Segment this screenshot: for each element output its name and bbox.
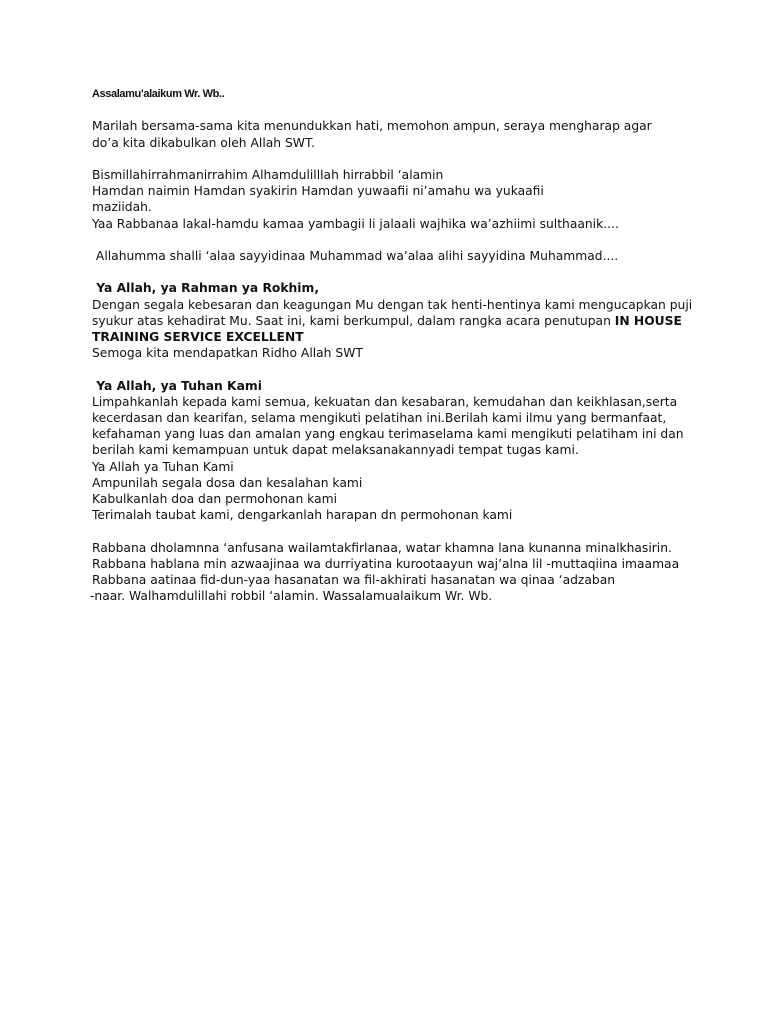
prayer-body-line: kecerdasan dan kearifan, selama mengikuti pelatihan ini.Berilah kami ilmu yang bermanfaat, xyxy=(92,410,667,425)
closing-doa-line: Rabbana aatinaa fid-dun-yaa hasanatan wa fil-akhirati hasanatan wa qinaa ‘adzaban xyxy=(92,573,616,587)
maziidah-line: maziidah. xyxy=(92,200,152,215)
opening-line-1: Marilah bersama-sama kita menundukkan hati, memohon ampun, seraya mengharap agar xyxy=(92,119,652,134)
closing-doa-line: Rabbana dholamnna ‘anfusana wailamtakfirlanaa, watar khamna lana kunanna minalkhasirin. xyxy=(92,540,672,555)
prayer-body-line: kefahaman yang luas dan amalan yang engkau terimaselama kami mengikuti pelatiham ini dan xyxy=(92,427,684,442)
event-name-part-2: TRAINING SERVICE EXCELLENT xyxy=(92,329,304,344)
prayer-body-line: Limpahkanlah kepada kami semua, kekuatan dan kesabaran, kemudahan dan keikhlasan,serta xyxy=(92,394,678,409)
prayer-body-line: Terimalah taubat kami, dengarkanlah harapan dn permohonan kami xyxy=(92,508,513,523)
prayer-body-line: Kabulkanlah doa dan permohonan kami xyxy=(92,492,338,506)
paragraph-gap xyxy=(92,523,692,539)
rabbanaa-line: Yaa Rabbanaa lakal-hamdu kamaa yambagii li jalaali wajhika wa’azhiimi sulthaanik.... xyxy=(92,216,619,231)
prayer-line-2-text: syukur atas kehadirat Mu. Saat ini, kami berkumpul, dalam rangka acara penutupan xyxy=(92,313,615,328)
paragraph-gap xyxy=(92,151,692,167)
shalawat-line: Allahumma shalli ‘alaa sayyidinaa Muhammad wa’alaa alihi sayyidina Muhammad.... xyxy=(92,248,619,263)
prayer-body-line: Ya Allah ya Tuhan Kami xyxy=(92,459,234,474)
prayer-line-1: Dengan segala kebesaran dan keagungan Mu dengan tak henti-hentinya kami mengucapkan puji xyxy=(92,297,693,312)
paragraph-gap xyxy=(92,361,692,377)
document-body xyxy=(92,86,692,604)
closing-doa-line: -naar. Walhamdulillahi robbil ‘alamin. Wassalamualaikum Wr. Wb. xyxy=(90,589,493,604)
basmalah-line: Bismillahirrahmanirrahim Alhamdulilllah hirrabbil ‘alamin xyxy=(92,167,444,182)
prayer-line-2 xyxy=(92,313,692,329)
opening-line-2: do’a kita dikabulkan oleh Allah SWT. xyxy=(92,135,315,150)
hamdan-line: Hamdan naimin Hamdan syakirin Hamdan yuwaafii ni’amahu wa yukaafii xyxy=(92,184,544,199)
prayer-body-line: berilah kami kemampuan untuk dapat melaksanakannyadi tempat tugas kami. xyxy=(92,443,579,458)
event-name-part-1: IN HOUSE xyxy=(614,313,682,328)
prayer-line-4: Semoga kita mendapatkan Ridho Allah SWT xyxy=(92,346,363,361)
prayer-heading-rahman: Ya Allah, ya Rahman ya Rokhim, xyxy=(92,281,319,296)
prayer-body-line: Ampunilah segala dosa dan kesalahan kami xyxy=(92,475,363,490)
prayer-heading-tuhan: Ya Allah, ya Tuhan Kami xyxy=(92,378,262,393)
paragraph-gap xyxy=(92,102,692,118)
paragraph-gap xyxy=(92,232,692,248)
closing-doa-line: Rabbana hablana min azwaajinaa wa durriyatina kurootaayun waj’alna lil -muttaqiina imaamaa xyxy=(92,556,680,571)
paragraph-gap xyxy=(92,264,692,280)
salutation: Assalamu’alaikum Wr. Wb.. xyxy=(92,88,225,100)
